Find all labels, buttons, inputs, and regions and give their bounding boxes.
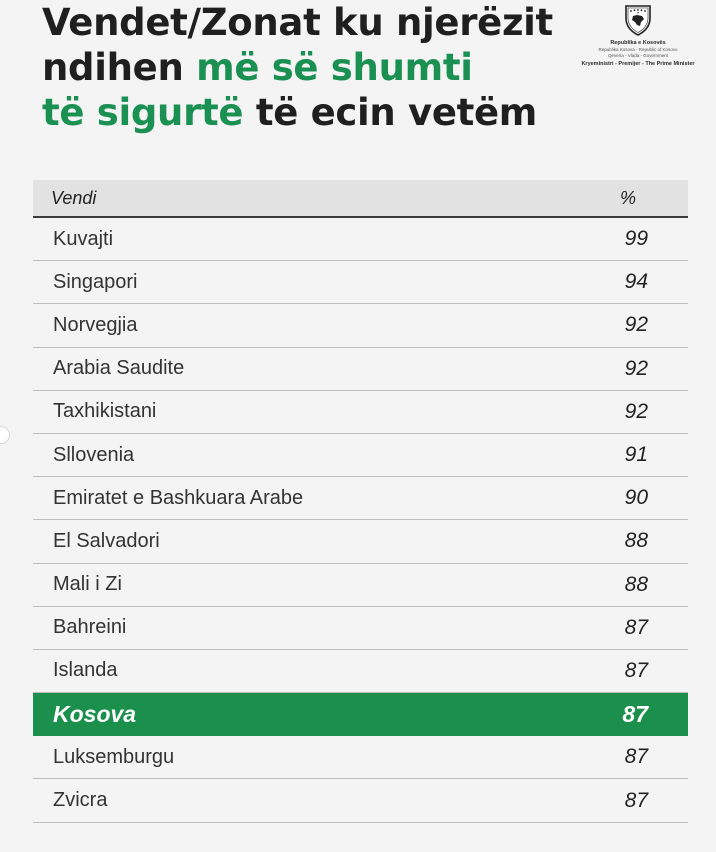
safety-table [33, 180, 688, 823]
country-percent: 92 [624, 399, 648, 423]
country-percent: 87 [624, 658, 648, 682]
country-name: Bahreini [53, 616, 127, 639]
logo-line-1: Republika e Kosovës [610, 40, 666, 46]
country-percent: 87 [624, 745, 648, 769]
country-percent: 94 [624, 270, 648, 294]
country-percent: 88 [624, 572, 648, 596]
country-percent: 90 [624, 486, 648, 510]
header-percent: % [619, 187, 636, 208]
table-row [33, 520, 688, 563]
title-line-3-plain: të ecin vetëm [243, 91, 538, 134]
table-row [33, 779, 688, 822]
country-percent: 87 [622, 701, 648, 728]
title-line-3 [42, 90, 562, 135]
country-percent: 92 [624, 356, 648, 380]
table-row [33, 564, 688, 607]
country-name: Zvicra [53, 789, 108, 812]
table-row [33, 304, 688, 347]
country-name: Luksemburgu [53, 745, 175, 768]
country-percent: 99 [624, 227, 648, 251]
title-line-2-plain: ndihen [42, 46, 197, 89]
table-row [33, 434, 688, 477]
country-name: Islanda [53, 659, 118, 682]
country-percent: 91 [624, 443, 648, 467]
table-body [33, 218, 688, 823]
title-line-2-highlight: më së shumti [196, 46, 473, 89]
header-country: Vendi [51, 187, 97, 208]
country-percent: 87 [624, 615, 648, 639]
page-title [42, 0, 562, 135]
title-line-3-highlight: të sigurtë [42, 91, 244, 134]
logo-line-2: Republika Kosova - Republic of Kosovo [598, 47, 678, 52]
kosovo-coat-of-arms-icon [623, 4, 653, 36]
country-name: El Salvadori [53, 529, 160, 552]
country-name: Norvegjia [53, 313, 138, 336]
country-name: Taxhikistani [53, 400, 157, 423]
table-header [33, 180, 688, 218]
table-row [33, 650, 688, 693]
table-row [33, 607, 688, 650]
country-name: Mali i Zi [53, 573, 122, 596]
title-line-2 [42, 45, 562, 90]
country-percent: 87 [624, 788, 648, 812]
table-row [33, 391, 688, 434]
country-name: Emiratet e Bashkuara Arabe [53, 486, 304, 509]
country-name: Sllovenia [53, 443, 135, 466]
country-name: Arabia Saudite [53, 357, 185, 380]
country-name: Singapori [53, 270, 138, 293]
table-row [33, 218, 688, 261]
country-name: Kosova [53, 701, 137, 728]
country-percent: 88 [624, 529, 648, 553]
table-row-highlighted [33, 693, 688, 736]
title-line-1: Vendet/Zonat ku njerëzit [42, 1, 553, 44]
government-logo [566, 4, 710, 68]
logo-line-3: Qeveria - Vlada - Government [607, 53, 669, 58]
side-scroll-dot[interactable] [0, 426, 10, 444]
country-percent: 92 [624, 313, 648, 337]
country-name: Kuvajti [53, 227, 114, 250]
table-row [33, 261, 688, 304]
logo-line-4: Kryeministri - Premijer - The Prime Minister [581, 61, 695, 67]
table-row [33, 477, 688, 520]
table-row [33, 348, 688, 391]
table-row [33, 736, 688, 779]
